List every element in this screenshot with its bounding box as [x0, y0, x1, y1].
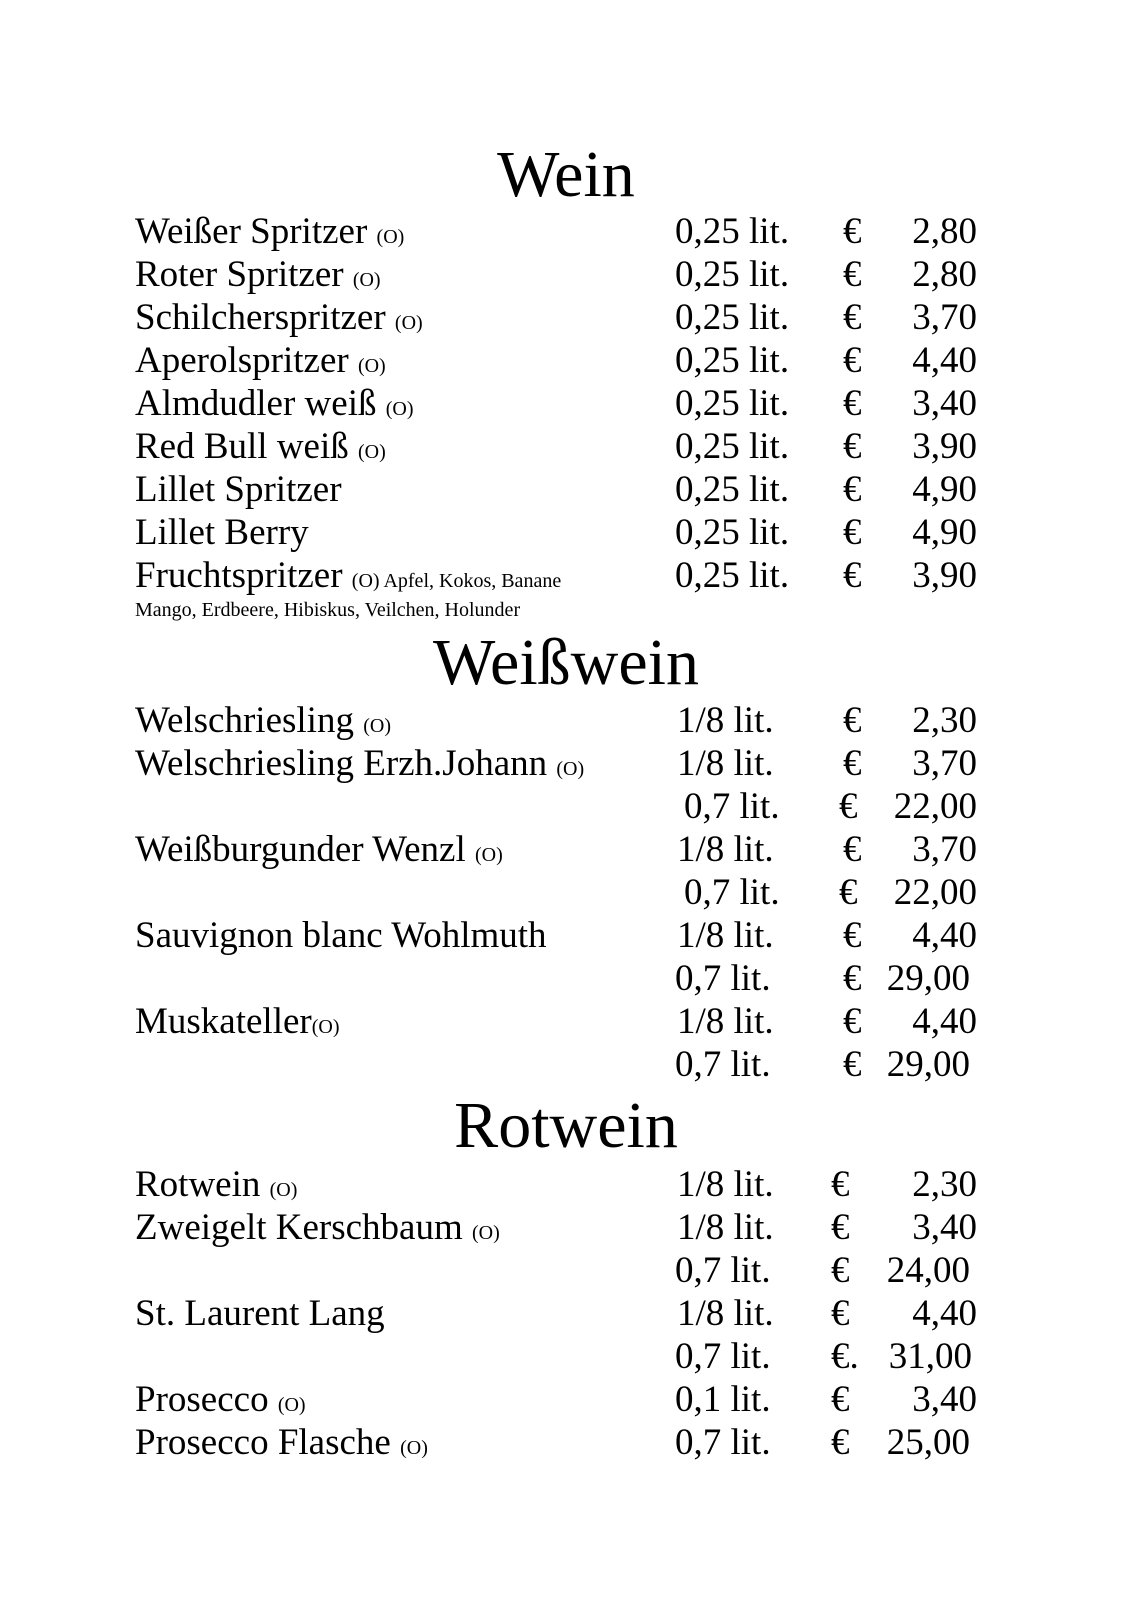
item-price: 2,80: [912, 211, 977, 252]
item-size: 0,25 lit.: [675, 555, 790, 596]
item-currency: €: [843, 340, 862, 381]
section-title-wein: Wein: [497, 138, 635, 211]
item-price: 31,00: [888, 1336, 972, 1377]
item-name: Rotwein: [135, 1164, 261, 1205]
item-currency: €: [843, 958, 862, 999]
item-note: (O): [269, 1179, 298, 1201]
item-price: 3,90: [912, 426, 977, 467]
menu-item: [0, 296, 1132, 339]
menu-item: [0, 1421, 1132, 1464]
item-note: (O): [556, 758, 585, 780]
item-size: 0,25 lit.: [675, 512, 790, 553]
item-name: Prosecco Flasche: [135, 1422, 391, 1463]
item-size: 0,7 lit.: [684, 786, 780, 827]
item-size: 1/8 lit.: [677, 829, 774, 870]
menu-item: [0, 957, 1132, 1000]
item-size: 0,25 lit.: [675, 469, 790, 510]
item-currency: €: [843, 829, 862, 870]
item-currency: €: [843, 1001, 862, 1042]
item-price: 22,00: [893, 872, 977, 913]
item-name: Aperolspritzer: [135, 340, 349, 381]
menu-item: [0, 1378, 1132, 1421]
item-size: 0,1 lit.: [675, 1379, 771, 1420]
menu-item: [0, 468, 1132, 511]
item-price: 3,70: [912, 829, 977, 870]
item-size: 0,25 lit.: [675, 340, 790, 381]
item-name: Lillet Berry: [135, 512, 309, 553]
menu-item: [0, 871, 1132, 914]
menu-item: [0, 828, 1132, 871]
menu-item: [0, 382, 1132, 425]
item-price: 4,90: [912, 469, 977, 510]
item-note: (O): [363, 715, 391, 737]
menu-item: [0, 699, 1132, 742]
item-size: 0,7 lit.: [675, 1336, 771, 1377]
item-size: 0,25 lit.: [675, 426, 790, 467]
item-name: Roter Spritzer: [135, 254, 344, 295]
item-name: Weißer Spritzer: [135, 211, 368, 252]
item-currency: €: [831, 1379, 850, 1420]
item-name: Welschriesling: [135, 700, 354, 741]
item-size: 0,25 lit.: [675, 211, 790, 252]
menu-item: [0, 1163, 1132, 1206]
item-currency: €: [843, 211, 862, 252]
item-price: 2,30: [912, 1164, 977, 1205]
item-size: 1/8 lit.: [677, 1001, 774, 1042]
item-price: 3,40: [912, 1207, 977, 1248]
item-note: (O): [394, 312, 423, 334]
item-price: 4,40: [912, 1001, 977, 1042]
item-note: (O): [400, 1437, 428, 1459]
item-name: Sauvignon blanc Wohlmuth: [135, 915, 547, 956]
item-currency: €: [831, 1164, 850, 1205]
item-currency: €: [831, 1250, 850, 1291]
item-name: Welschriesling Erzh.Johann: [135, 743, 548, 784]
item-price: 3,90: [912, 555, 977, 596]
item-note: (O) Apfel, Kokos, Banane: [351, 570, 562, 592]
item-currency: €: [831, 1207, 850, 1248]
menu-item: [0, 339, 1132, 382]
menu-item: [0, 425, 1132, 468]
menu-item: [0, 210, 1132, 253]
menu-item: [0, 742, 1132, 785]
item-name: Zweigelt Kerschbaum: [135, 1207, 463, 1248]
item-price: 3,40: [912, 1379, 977, 1420]
item-price: 4,90: [912, 512, 977, 553]
item-size: 1/8 lit.: [677, 915, 774, 956]
item-size: 0,7 lit.: [675, 958, 771, 999]
section-title-weisswein: Weißwein: [433, 626, 699, 699]
item-note: (O): [376, 226, 405, 248]
menu-item: [0, 1000, 1132, 1043]
item-currency: €: [843, 1044, 862, 1085]
item-size: 1/8 lit.: [677, 700, 774, 741]
item-name: Red Bull weiß: [135, 426, 349, 467]
item-name: Lillet Spritzer: [135, 469, 342, 510]
item-currency: €: [843, 700, 862, 741]
item-price: 29,00: [886, 958, 970, 999]
section-title-rotwein: Rotwein: [454, 1089, 678, 1162]
fruit-flavors-subline: Mango, Erdbeere, Hibiskus, Veilchen, Holunder: [135, 599, 521, 621]
menu-item: [0, 554, 1132, 597]
item-currency: €: [839, 786, 858, 827]
menu-item: [0, 914, 1132, 957]
menu-item: [0, 1335, 1132, 1378]
item-price: 25,00: [886, 1422, 970, 1463]
menu-item: [0, 511, 1132, 554]
item-name: Prosecco: [135, 1379, 269, 1420]
item-currency: €: [843, 915, 862, 956]
item-size: 0,7 lit.: [675, 1422, 771, 1463]
item-currency: €: [831, 1293, 850, 1334]
item-note: (O): [472, 1222, 500, 1244]
item-note: (O): [358, 441, 386, 463]
item-size: 0,7 lit.: [684, 872, 780, 913]
menu-item: [0, 1206, 1132, 1249]
item-price: 2,80: [912, 254, 977, 295]
item-price: 24,00: [886, 1250, 970, 1291]
item-size: 1/8 lit.: [677, 1293, 774, 1334]
item-name: Schilcherspritzer: [135, 297, 386, 338]
item-price: 4,40: [912, 340, 977, 381]
item-price: 3,70: [912, 297, 977, 338]
item-size: 1/8 lit.: [677, 1207, 774, 1248]
item-currency: €: [843, 297, 862, 338]
item-currency: €: [843, 254, 862, 295]
item-name: Muskateller: [135, 1001, 312, 1042]
item-size: 1/8 lit.: [677, 1164, 774, 1205]
item-size: 0,25 lit.: [675, 254, 790, 295]
item-currency: €: [843, 555, 862, 596]
item-price: 4,40: [912, 1293, 977, 1334]
item-currency: €: [843, 743, 862, 784]
item-size: 0,25 lit.: [675, 297, 790, 338]
item-price: 4,40: [912, 915, 977, 956]
item-price: 3,40: [912, 383, 977, 424]
item-currency: €: [843, 469, 862, 510]
item-currency: €: [831, 1422, 850, 1463]
item-name: Weißburgunder Wenzl: [135, 829, 466, 870]
item-price: 22,00: [893, 786, 977, 827]
item-currency: €: [843, 383, 862, 424]
menu-item: [0, 1043, 1132, 1086]
item-note: (O): [357, 355, 386, 377]
menu-item: [0, 253, 1132, 296]
item-name: St. Laurent Lang: [135, 1293, 385, 1334]
item-price: 2,30: [912, 700, 977, 741]
menu-item: [0, 1249, 1132, 1292]
item-note: (O): [311, 1016, 340, 1038]
item-name: Fruchtspritzer: [135, 555, 343, 596]
item-price: 3,70: [912, 743, 977, 784]
item-size: 0,7 lit.: [675, 1044, 771, 1085]
item-currency: €: [839, 872, 858, 913]
item-price: 29,00: [886, 1044, 970, 1085]
item-currency: €: [843, 426, 862, 467]
item-note: (O): [474, 844, 503, 866]
item-currency: €: [843, 512, 862, 553]
item-size: 0,25 lit.: [675, 383, 790, 424]
item-size: 1/8 lit.: [677, 743, 774, 784]
menu-item: [0, 785, 1132, 828]
item-name: Almdudler weiß: [135, 383, 377, 424]
menu-item: [0, 1292, 1132, 1335]
item-currency: €.: [831, 1336, 859, 1377]
item-note: (O): [277, 1394, 306, 1416]
item-size: 0,7 lit.: [675, 1250, 771, 1291]
item-note: (O): [385, 398, 414, 420]
item-note: (O): [352, 269, 381, 291]
